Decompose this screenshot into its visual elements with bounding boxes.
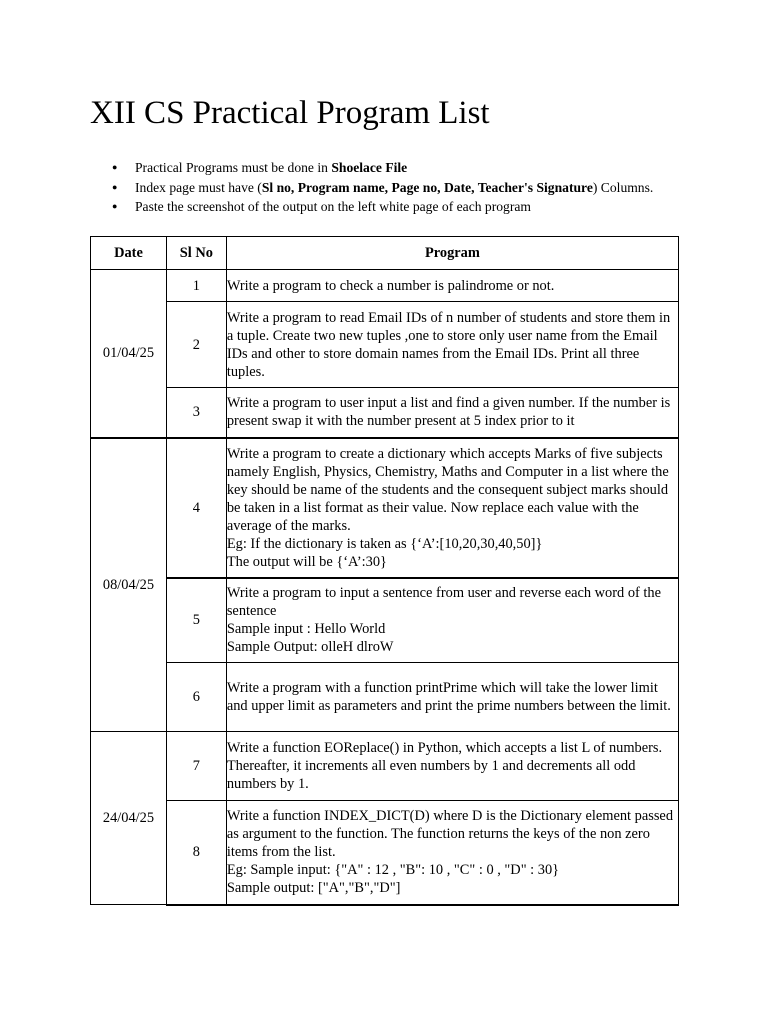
table-row: [91, 801, 679, 905]
sl-no-cell: 1: [166, 270, 226, 302]
program-cell: Write a function EOReplace() in Python, which accepts a list L of numbers. Thereafter, it increments all even numbers by 1 and decrements all odd numbers by 1.: [226, 732, 678, 801]
table-row: [91, 438, 679, 578]
program-cell: Write a program to create a dictionary which accepts Marks of five subjects namely English, Physics, Chemistry, Maths and Computer in a list where the key should be name of the students and the consequent subject marks should be taken in a list format as their value. Now replace each value with the average of the marks. Eg: If the dictionary is taken as {‘A’:[10,20,30,40,50]} The output will be {‘A’:30}: [226, 438, 678, 578]
table-row: [91, 578, 679, 663]
sl-no-cell: 7: [166, 732, 226, 801]
sl-no-cell: 5: [166, 578, 226, 663]
date-cell: 01/04/25: [91, 270, 167, 438]
date-header: Date: [91, 237, 167, 270]
program-cell: Write a program to read Email IDs of n number of students and store them in a tuple. Create two new tuples ,one to store only user name from the Email IDs and other to store domain names from the Email IDs. Print all three tuples.: [226, 302, 678, 388]
program-cell: Write a program to check a number is palindrome or not.: [226, 270, 678, 302]
instruction-item: ● Paste the screenshot of the output on the left white page of each program: [90, 197, 653, 217]
sl-no-cell: 6: [166, 663, 226, 732]
date-cell: 24/04/25: [91, 732, 167, 905]
program-cell: Write a program to input a sentence from user and reverse each word of the sentence Sample input : Hello World Sample Output: olleH dlroW: [226, 578, 678, 663]
program-table: [90, 236, 679, 906]
sl-no-cell: 2: [166, 302, 226, 388]
page-title: XII CS Practical Program List: [90, 95, 490, 131]
sl-no-cell: 3: [166, 388, 226, 438]
table-row: [91, 302, 679, 388]
table-row: [91, 270, 679, 302]
instructions-list: [90, 158, 653, 217]
instruction-item: ● Practical Programs must be done in Shoelace File: [90, 158, 653, 178]
table-row: [91, 732, 679, 801]
date-cell: 08/04/25: [91, 438, 167, 732]
program-cell: Write a program to user input a list and find a given number. If the number is present swap it with the number present at 5 index prior to it: [226, 388, 678, 438]
program-header: Program: [226, 237, 678, 270]
program-cell: Write a function INDEX_DICT(D) where D is the Dictionary element passed as argument to the function. The function returns the keys of the non zero items from the list. Eg: Sample input: {"A" : 12 , "B": 10 , "C" : 0 , "D" : 30} Sample output: ["A","B","D"]: [226, 801, 678, 905]
sl-no-header: Sl No: [166, 237, 226, 270]
instruction-item: ● Index page must have (Sl no, Program name, Page no, Date, Teacher's Signature) Columns.: [90, 178, 653, 198]
sl-no-cell: 4: [166, 438, 226, 578]
table-header-row: [91, 237, 679, 270]
table-row: [91, 388, 679, 438]
table-row: [91, 663, 679, 732]
program-cell: Write a program with a function printPrime which will take the lower limit and upper limit as parameters and print the prime numbers between the limit.: [226, 663, 678, 732]
sl-no-cell: 8: [166, 801, 226, 905]
